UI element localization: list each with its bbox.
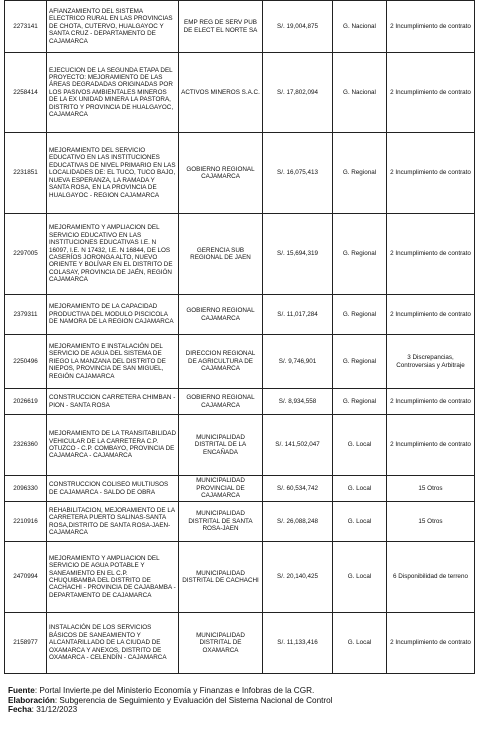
project-code-cell: 2470994 <box>5 542 47 613</box>
entity-cell: GOBIERNO REGIONAL CAJAMARCA <box>179 389 263 415</box>
source-line <box>8 686 333 696</box>
date-line <box>8 705 333 715</box>
date-text: : 31/12/2023 <box>31 705 78 715</box>
table-row <box>5 1 475 53</box>
table-row <box>5 389 475 415</box>
table-row <box>5 295 475 335</box>
prepared-by-label: Elaboración <box>8 695 55 705</box>
project-code-cell: 2026619 <box>5 389 47 415</box>
entity-cell: GOBIERNO REGIONAL CAJAMARCA <box>179 295 263 335</box>
table-row <box>5 53 475 133</box>
project-code-cell: 2297005 <box>5 214 47 295</box>
observation-cell: 2 Incumplimiento de contrato <box>387 415 475 476</box>
observation-cell: 3 Discrepancias, Controversias y Arbitraje <box>387 335 475 389</box>
entity-cell: EMP REG DE SERV PUB DE ELECT EL NORTE SA <box>179 1 263 53</box>
observation-cell: 2 Incumplimiento de contrato <box>387 389 475 415</box>
entity-cell: MUNICIPALIDAD DISTRITAL DE SANTA ROSA-JAEN <box>179 502 263 542</box>
observation-cell: 2 Incumplimiento de contrato <box>387 53 475 133</box>
project-description-cell: MEJORAMIENTO E INSTALACIÓN DEL SERVICIO DE AGUA DEL SISTEMA DE RIEGO LA MANZANA DEL DISTRITO DE NIEPOS, PROVINCIA DE SAN MIGUEL, REGIÓN CAJAMARCA <box>47 335 179 389</box>
observation-cell: 2 Incumplimiento de contrato <box>387 133 475 214</box>
observation-cell: 2 Incumplimiento de contrato <box>387 214 475 295</box>
project-code-cell: 2258414 <box>5 53 47 133</box>
amount-cell: S/. 141,502,047 <box>263 415 333 476</box>
government-level-cell: G. Local <box>333 542 387 613</box>
project-description-cell: INSTALACIÓN DE LOS SERVICIOS BÁSICOS DE SANEAMIENTO Y ALCANTARILLADO DE LA CIUDAD DE OXAMARCA Y ANEXOS, DISTRITO DE OXAMARCA - CELENDÍN - CAJAMARCA <box>47 613 179 674</box>
project-code-cell: 2250496 <box>5 335 47 389</box>
government-level-cell: G. Nacional <box>333 1 387 53</box>
observation-cell: 2 Incumplimiento de contrato <box>387 1 475 53</box>
project-description-cell: MEJORAMIENTO DE LA CAPACIDAD PRODUCTIVA DEL MODULO PISCICOLA DE NAMORA DE LA REGION CAJAMARCA <box>47 295 179 335</box>
table-row <box>5 214 475 295</box>
table-row <box>5 502 475 542</box>
project-description-cell: MEJORAMIENTO DEL SERVICIO EDUCATIVO EN LAS INSTITUCIONES EDUCATIVAS DE NIVEL PRIMARIO EN LAS LOCALIDADES DE: EL TUCO, TUCO BAJO, NUEVA ESPERANZA, LA RAMADA Y SANTA ROSA, EN LA PROVINCIA DE HUALGAYOC - REGION CAJAMARCA <box>47 133 179 214</box>
entity-cell: MUNICIPALIDAD DISTRITAL DE LA ENCAÑADA <box>179 415 263 476</box>
amount-cell: S/. 9,746,901 <box>263 335 333 389</box>
table-row <box>5 133 475 214</box>
projects-table <box>4 0 475 674</box>
project-code-cell: 2379311 <box>5 295 47 335</box>
entity-cell: ACTIVOS MINEROS S.A.C. <box>179 53 263 133</box>
entity-cell: MUNICIPALIDAD PROVINCIAL DE CAJAMARCA <box>179 476 263 502</box>
government-level-cell: G. Local <box>333 415 387 476</box>
project-code-cell: 2231851 <box>5 133 47 214</box>
project-code-cell: 2096330 <box>5 476 47 502</box>
project-description-cell: EJECUCION DE LA SEGUNDA ETAPA DEL PROYECTO: MEJORAMIENTO DE LAS ÁREAS DEGRADADAS ORIGINADAS POR LOS PASIVOS AMBIENTALES MINEROS DE LA EX UNIDAD MINERA LA PASTORA, DISTRITO Y PROVINCIA DE HUALGAYOC, CAJAMARCA <box>47 53 179 133</box>
source-label: Fuente <box>8 686 35 695</box>
observation-cell: 2 Incumplimiento de contrato <box>387 613 475 674</box>
entity-cell: GERENCIA SUB REGIONAL DE JAEN <box>179 214 263 295</box>
project-description-cell: MEJORAMIENTO Y AMPLIACION DEL SERVICIO EDUCATIVO EN LAS INSTITUCIONES EDUCATIVAS I.E. N 16097, I.E. N 17432, I.E. N 16844, DE LOS CASERÍOS JORONGA ALTO, NUEVO ORIENTE Y BOLÍVAR EN EL DISTRITO DE COLASAY, PROVINCIA DE JAÉN, REGIÓN CAJAMARCA <box>47 214 179 295</box>
date-label: Fecha <box>8 705 32 715</box>
amount-cell: S/. 11,133,416 <box>263 613 333 674</box>
government-level-cell: G. Regional <box>333 133 387 214</box>
project-description-cell: MEJORAMIENTO Y AMPLIACION DEL SERVICIO DE AGUA POTABLE Y SANEAMIENTO EN EL C.P. CHUQUIBAMBA DEL DISTRITO DE CACHACHI - PROVINCIA DE CAJABAMBA - DEPARTAMENTO DE CAJAMARCA <box>47 542 179 613</box>
project-code-cell: 2273141 <box>5 1 47 53</box>
table-row <box>5 335 475 389</box>
entity-cell: DIRECCION REGIONAL DE AGRICULTURA DE CAJAMARCA <box>179 335 263 389</box>
government-level-cell: G. Regional <box>333 295 387 335</box>
entity-cell: MUNICIPALIDAD DISTRITAL DE OXAMARCA <box>179 613 263 674</box>
project-description-cell: MEJORAMIENTO DE LA TRANSITABILIDAD VEHICULAR DE LA CARRETERA C.P. OTUZCO - C.P. COMBAYO, PROVINCIA DE CAJAMARCA - CAJAMARCA <box>47 415 179 476</box>
source-text: : Portal Invierte.pe del Ministerio Economía y Finanzas e Infobras de la CGR. <box>34 686 315 695</box>
amount-cell: S/. 20,140,425 <box>263 542 333 613</box>
projects-table-body <box>5 1 475 674</box>
amount-cell: S/. 16,075,413 <box>263 133 333 214</box>
amount-cell: S/. 19,004,875 <box>263 1 333 53</box>
government-level-cell: G. Local <box>333 502 387 542</box>
observation-cell: 2 Incumplimiento de contrato <box>387 295 475 335</box>
table-row <box>5 476 475 502</box>
prepared-by-line <box>8 696 333 706</box>
project-description-cell: AFIANZAMIENTO DEL SISTEMA ELECTRICO RURAL EN LAS PROVINCIAS DE CHOTA, CUTERVO, HUALGAYOC Y SANTA CRUZ - DEPARTAMENTO DE CAJAMARCA <box>47 1 179 53</box>
project-code-cell: 2158977 <box>5 613 47 674</box>
amount-cell: S/. 17,802,094 <box>263 53 333 133</box>
government-level-cell: G. Local <box>333 613 387 674</box>
prepared-by-text: : Subgerencia de Seguimiento y Evaluación del Sistema Nacional de Control <box>54 695 333 705</box>
entity-cell: MUNICIPALIDAD DISTRITAL DE CACHACHI <box>179 542 263 613</box>
project-code-cell: 2326360 <box>5 415 47 476</box>
amount-cell: S/. 15,694,319 <box>263 214 333 295</box>
government-level-cell: G. Regional <box>333 214 387 295</box>
amount-cell: S/. 60,534,742 <box>263 476 333 502</box>
observation-cell: 15 Otros <box>387 476 475 502</box>
project-description-cell: CONSTRUCCION CARRETERA CHIMBAN - PION - SANTA ROSA <box>47 389 179 415</box>
amount-cell: S/. 8,934,558 <box>263 389 333 415</box>
government-level-cell: G. Regional <box>333 335 387 389</box>
table-row <box>5 415 475 476</box>
government-level-cell: G. Local <box>333 476 387 502</box>
table-footer <box>8 686 333 715</box>
government-level-cell: G. Nacional <box>333 53 387 133</box>
project-description-cell: CONSTRUCCION COLISEO MULTIUSOS DE CAJAMARCA - SALDO DE OBRA <box>47 476 179 502</box>
project-code-cell: 2210916 <box>5 502 47 542</box>
government-level-cell: G. Regional <box>333 389 387 415</box>
project-description-cell: REHABILITACION, MEJORAMIENTO DE LA CARRETERA PUERTO SALINAS-SANTA ROSA,DISTRITO DE SANTA ROSA-JAEN-CAJAMARCA <box>47 502 179 542</box>
amount-cell: S/. 26,088,248 <box>263 502 333 542</box>
amount-cell: S/. 11,017,284 <box>263 295 333 335</box>
entity-cell: GOBIERNO REGIONAL CAJAMARCA <box>179 133 263 214</box>
observation-cell: 6 Disponibilidad de terreno <box>387 542 475 613</box>
table-row <box>5 613 475 674</box>
observation-cell: 15 Otros <box>387 502 475 542</box>
table-row <box>5 542 475 613</box>
